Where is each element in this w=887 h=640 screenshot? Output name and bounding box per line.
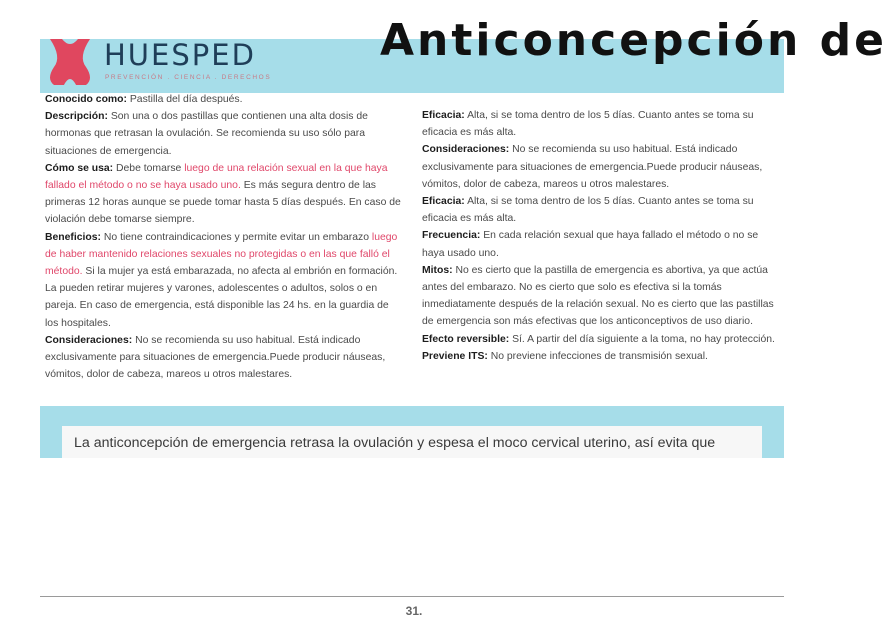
frecuencia-paragraph bbox=[422, 227, 780, 261]
como-paragraph bbox=[45, 160, 401, 229]
footer-divider bbox=[40, 596, 784, 597]
left-column bbox=[45, 91, 401, 383]
efecto-label: Efecto reversible: bbox=[422, 333, 510, 345]
como-text-1: Debe tomarse bbox=[113, 162, 185, 174]
frecuencia-text: En cada relación sexual que haya fallado el método o no se haya usado uno. bbox=[422, 230, 759, 259]
conocido-paragraph bbox=[45, 91, 401, 108]
right-column bbox=[422, 107, 780, 365]
beneficios-paragraph bbox=[45, 229, 401, 332]
consideraciones-label-right: Consideraciones: bbox=[422, 144, 510, 156]
como-highlight: luego de una relación sexual en la que haya fallado el método o no se haya usado uno. bbox=[45, 162, 388, 192]
header-banner bbox=[40, 15, 887, 93]
previene-paragraph bbox=[422, 348, 780, 365]
eficacia-paragraph-1 bbox=[422, 107, 780, 141]
eficacia-paragraph-2 bbox=[422, 193, 780, 227]
quote-text: La anticoncepción de emergencia retrasa la ovulación y espesa el moco cervical uterino, así evita que bbox=[74, 435, 716, 451]
descripcion-label: Descripción: bbox=[45, 111, 108, 123]
quote-banner bbox=[40, 406, 784, 458]
consideraciones-paragraph-right bbox=[422, 141, 780, 193]
frecuencia-label: Frecuencia: bbox=[422, 230, 481, 242]
previene-label: Previene ITS: bbox=[422, 350, 488, 362]
efecto-text: Sí. A partir del día siguiente a la toma, no hay protección. bbox=[509, 333, 775, 345]
previene-text: No previene infecciones de transmisión sexual. bbox=[487, 350, 708, 362]
conocido-text: Pastilla del día después. bbox=[126, 94, 243, 105]
mitos-text: No es cierto que la pastilla de emergencia es abortiva, ya que actúa antes del embarazo. No es cierto que solo es efectiva si la tomás inmediatamente después de la relación sexual. No es cierto que las pastillas de emergencia son más efectivas que los anticonceptivos de uso diario. bbox=[422, 264, 774, 328]
descripcion-paragraph bbox=[45, 108, 401, 160]
consideraciones-text: No se recomienda su uso habitual. Está indicado exclusivamente para situaciones de emergencia.Puede producir náuseas, vómitos, dolor de cabeza, mareos u otros malestares. bbox=[45, 334, 386, 381]
eficacia-text-2: Alta, si se toma dentro de los 5 días. Cuanto antes se toma su eficacia es más alta. bbox=[422, 196, 754, 225]
beneficios-highlight: luego de haber mantenido relaciones sexuales no protegidas o en las que falló el método. bbox=[45, 231, 398, 278]
conocido-label: Conocido como: bbox=[45, 94, 127, 105]
como-label: Cómo se usa: bbox=[45, 162, 114, 174]
eficacia-text-1: Alta, si se toma dentro de los 5 días. Cuanto antes se toma su eficacia es más alta. bbox=[422, 110, 754, 139]
beneficios-text-1: No tiene contraindicaciones y permite evitar un embarazo bbox=[101, 231, 372, 243]
quote-card bbox=[62, 426, 762, 458]
consideraciones-text-right: No se recomienda su uso habitual. Está indicado exclusivamente para situaciones de emergencia.Puede producir náuseas, vómitos, dolor de cabeza, mareos u otros malestares. bbox=[422, 144, 763, 190]
brand-name: HUESPED bbox=[104, 38, 256, 72]
efecto-paragraph bbox=[422, 331, 780, 348]
eficacia-label-2: Eficacia: bbox=[422, 196, 465, 208]
eficacia-label-1: Eficacia: bbox=[422, 110, 465, 121]
mitos-label: Mitos: bbox=[422, 264, 453, 276]
como-text-2: Es más segura dentro de las primeras 12 horas aunque se puede tomar hasta 5 días después. En caso de violación debe tomarse siempre. bbox=[45, 180, 401, 226]
consideraciones-paragraph bbox=[45, 332, 401, 384]
brand-tagline: PREVENCIÓN . CIENCIA . DERECHOS bbox=[105, 74, 272, 81]
huesped-logo-icon bbox=[46, 39, 94, 85]
beneficios-text-2: Si la mujer ya está embarazada, no afecta al embrión en formación. La pueden retirar mujeres y varones, adolescentes o adultos, solos o en pareja. En caso de emergencia, está disponible las 24 hs. en la guardia de los hospitales. bbox=[45, 266, 398, 329]
consideraciones-label: Consideraciones: bbox=[45, 334, 133, 346]
mitos-paragraph bbox=[422, 262, 780, 331]
page-number: 31. bbox=[405, 604, 423, 618]
banner-title: Anticoncepción de bbox=[380, 15, 887, 66]
beneficios-label: Beneficios: bbox=[45, 231, 102, 243]
descripcion-text: Son una o dos pastillas que contienen una alta dosis de hormonas que retrasan la ovulación. Se recomienda su uso sólo para situaciones de emergencia. bbox=[45, 111, 368, 157]
